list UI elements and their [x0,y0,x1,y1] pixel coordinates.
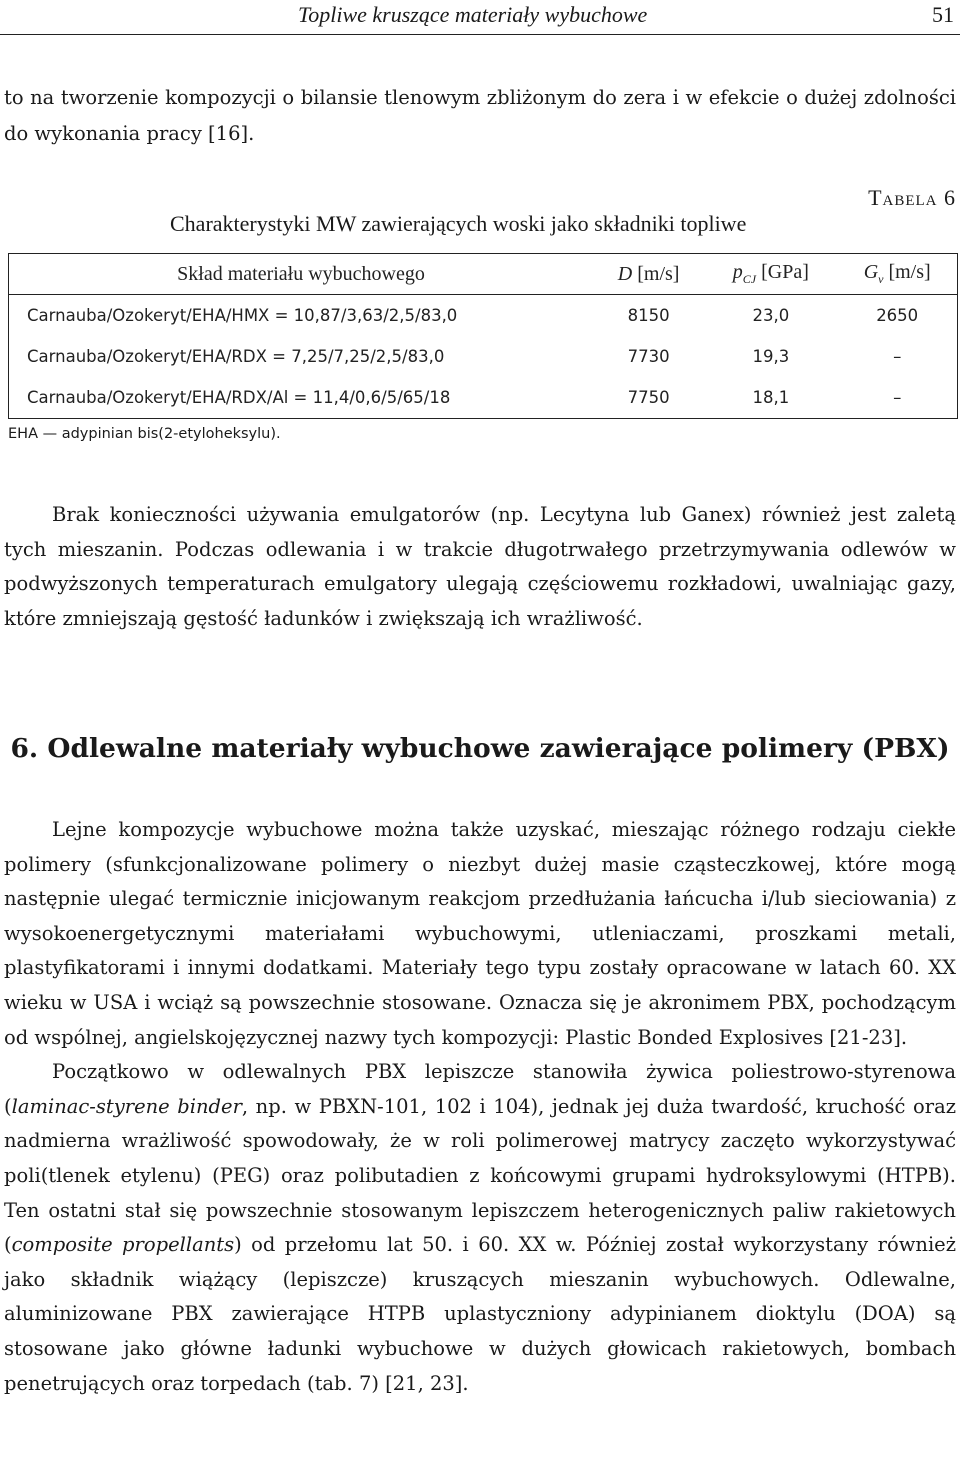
section-title: 6. Odlewalne materiały wybuchowe zawierające polimery (PBX) [10,733,950,764]
cell-composition: Carnauba/Ozokeryt/EHA/HMX = 10,87/3,63/2,5/83,0 [27,306,458,325]
table-footnote: EHA — adypinian bis(2-etyloheksylu). [8,426,281,442]
italic-term-composite-propellants: composite propellants [11,1233,235,1257]
paragraph-emulsifiers-text: Brak konieczności używania emulgatorów (np. Lecytyna lub Ganex) również jest zaletą tych mieszanin. Podczas odlewania i w trakcie długotrwałego przetrzymywania odlewów w podwyższonych temperaturach emulgatory ulegają częściowemu rozkładowi, uwalniając gazy, które zmniejszają gęstość ładunków i zwiększają ich wrażliwość. [4,503,956,630]
table-row [9,377,958,419]
cell-g: – [893,347,902,366]
table-header-row [9,254,958,295]
table-label: Tabela 6 [868,185,956,210]
cell-p: 18,1 [704,377,837,419]
paragraph-pbx-history-part1: Początkowo w odlewalnych PBX lepiszcze stanowiła żywica poliestrowo-styrenowa ( [4,1060,956,1118]
intro-paragraph: to na tworzenie kompozycji o bilansie tlenowym zbliżonym do zera i w efekcie o dużej zdolności do wykonania pracy [16]. [4,86,956,145]
running-title: Topliwe kruszące materiały wybuchowe [298,2,648,27]
header-d-symbol: D [617,262,633,285]
header-g-sub: v [878,272,884,286]
header-p-sub: CJ [742,272,757,286]
cell-p: 23,0 [752,306,790,325]
header-detonation-velocity [593,254,704,295]
italic-term-laminac: laminac-styrene binder [11,1094,242,1118]
paragraph-pbx-intro-text: Lejne kompozycje wybuchowe można także uzyskać, mieszając różnego rodzaju ciekłe polimery (sfunkcjonalizowane polimery o niezbyt dużej masie cząsteczkowej, które mogą następnie ulegać termicznie inicjowanym reakcjom przedłużania łańcucha i/lub sieciowania) z wysokoenergetycznymi materiałami wybuchowymi, utleniaczami, proszkami metali, plastyfikatorami i innymi dodatkami. Materiały tego typu zostały opracowane w latach 60. XX wieku w USA i wciąż są powszechnie stosowane. Oznacza się je akronimem PBX, pochodzącym od wspólnej, angielskojęzycznej nazwy tych kompozycji: Plastic Bonded Explosives [21-23]. [4,818,956,1049]
page-number: 51 [932,2,954,27]
cell-g: 2650 [876,306,919,325]
header-g-symbol: G [863,261,879,283]
table-row [9,295,958,337]
page-header [0,0,960,35]
header-composition: Skład materiału wybuchowego [9,254,594,295]
header-p-symbol: p [732,261,743,283]
cell-g: – [837,377,957,419]
cell-composition: Carnauba/Ozokeryt/EHA/RDX = 7,25/7,25/2,5/83,0 [27,347,445,366]
paragraph-pbx-intro [4,813,956,1055]
section-body [4,813,956,1401]
cell-d: 8150 [627,306,670,325]
header-pressure [704,254,837,295]
table-row [9,336,958,377]
cell-d: 7730 [627,347,670,366]
cell-composition: Carnauba/Ozokeryt/EHA/RDX/Al = 11,4/0,6/5/65/18 [9,377,594,419]
paragraph-emulsifiers [4,498,956,636]
paragraph-pbx-history-part2: , np. w PBXN-101, 102 i 104), jednak jej duża twardość, kruchość oraz nadmierna wrażliwość spowodowały, że w roli polimerowej matrycy zaczęto wykorzystywać poli(tlenek etylenu) (PEG) oraz polibutadien z końcowymi grupami hydroksylowymi (HTPB). Ten ostatni stał się powszechnie stosowanym lepiszczem heterogenicznych paliw rakietowych ( [4,1094,956,1257]
table-caption-text: Charakterystyki MW zawierających woski jako składniki topliwe [170,211,747,236]
header-gurney [837,254,957,295]
paragraph-pbx-history [4,1055,956,1401]
cell-p: 19,3 [752,347,790,366]
cell-d: 7750 [593,377,704,419]
explosives-table [8,253,958,419]
header-d-unit: [m/s] [637,262,680,285]
header-p-unit: [GPa] [761,261,809,283]
paragraph-pbx-history-part3: ) od przełomu lat 50. i 60. XX w. Później został wykorzystany również jako składnik wiążący (lepiszcze) kruszących mieszanin wybuchowych. Odlewalne, aluminizowane PBX zawierające HTPB uplastyczniony adypinianem dioktylu (DOA) są stosowane jako główne ładunki wybuchowe w dużych głowicach rakietowych, bombach penetrujących oraz torpedach (tab. 7) [21, 23]. [4,1233,956,1395]
header-g-unit: [m/s] [888,261,931,283]
